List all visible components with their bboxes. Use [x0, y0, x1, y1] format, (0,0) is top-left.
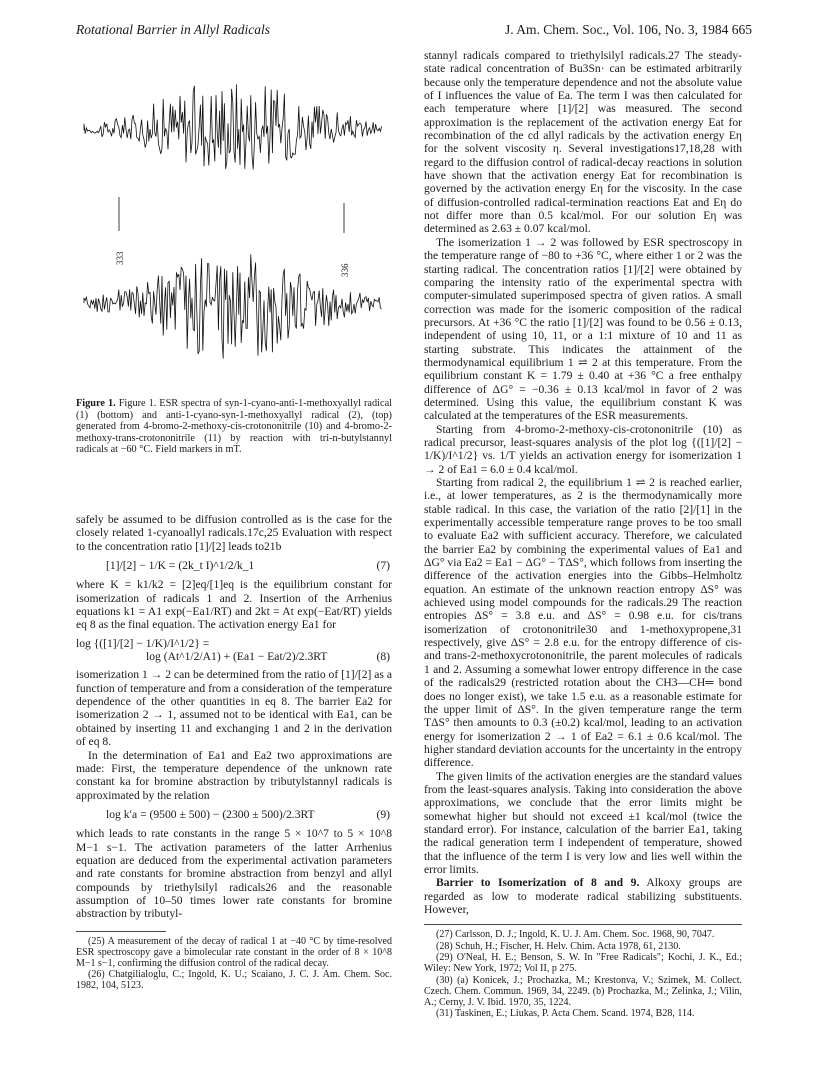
paragraph: In the determination of Ea1 and Ea2 two approximations are made: First, the temperature dependence of the unknown rate constant ka for bromine abstraction by tributylstannyl radicals is approximated by the relation — [76, 748, 392, 802]
footnote-30: (30) (a) Konicek, J.; Prochazka, M.; Krestonva, V.; Szimek, M. Collect. Czech. Chem. Commun. 1969, 34, 2249. (b) Prochazka, M.; Zelinka, J.; Vilin, A.; Cerny, J. V. Ibid. 1970, 35, 1224. — [424, 974, 742, 1009]
figure-1 — [76, 55, 392, 495]
running-title: Rotational Barrier in Allyl Radicals — [76, 22, 270, 37]
equation-9 — [76, 808, 392, 821]
equation-text: [1]/[2] − 1/K = (2k_t I)^1/2/k_1 — [106, 559, 255, 573]
paragraph: which leads to rate constants in the range 5 × 10^7 to 5 × 10^8 M−1 s−1. The activation parameters of the latter Arrhenius equation are deduced from the experimental activation parameters and rate constants for bromine abstraction from benzyl and allyl compounds by triethylsilyl radicals26 and the reasonable assumption of 10–50 times lower rate constants for bromine abstraction by tributyl- — [76, 827, 392, 921]
esr-spectrum-top — [84, 84, 382, 169]
footnote-25: (25) A measurement of the decay of radical 1 at −40 °C by time-resolved ESR spectroscopy gave a bimolecular rate constant in the order of 8 × 10^8 M−1 s−1, confirming the diffusion control of the radical decay. — [76, 935, 392, 970]
equation-number: (8) — [376, 650, 390, 664]
footnote-rule — [76, 931, 166, 932]
esr-spectra-image — [76, 55, 392, 385]
paragraph: The isomerization 1 → 2 was followed by ESR spectroscopy in the temperature range of −80 to +36 °C, where either 1 or 2 was the starting radical. The concentration ratios [1]/[2] were obtained by comparing the intensity ratio of the experimental spectra with computer-simulated superimposed spectra of given ratios. A small correction was made for the isomeric composition of the radical precursors. At +36 °C the ratio [1]/[2] was found to be 0.56 ± 0.13, independent of using 10, 11, or a 1:1 mixture of 10 and 11 as starting substrate. This indicates the attainment of the thermodynamical equilibrium 1 ⇌ 2 at this temperature. From the equilibrium constant K = 1.79 ± 0.40 at +36 °C a free enthalpy difference of ΔG° = −0.36 ± 0.13 kcal/mol in favor of 2 was determined. Using this value, the equilibrium constant K was calculated at the temperatures of the ESR measurements. — [424, 235, 742, 423]
paragraph: The given limits of the activation energies are the standard values from the least-squares analysis. Taking into consideration the above approximations, we conclude that the error limits might be somewhat higher but should not exceed ±1 kcal/mol (twice the standard error). For instance, calculation of the barrier Ea1, taking the radical generation term I independent of temperature, showed that the influence of the term I is very low and lies well within the error limits. — [424, 769, 742, 876]
footnote-29: (29) O'Neal, H. E.; Benson, S. W. In "Free Radicals"; Kochi, J. K., Ed.; Wiley: New York, 1972; Vol II, p 275. — [424, 951, 742, 975]
journal-citation: J. Am. Chem. Soc., Vol. 106, No. 3, 1984 665 — [505, 22, 753, 37]
figure-caption: Figure 1. Figure 1. ESR spectra of syn-1-cyano-anti-1-methoxyallyl radical (1) (bottom) and anti-1-cyano-syn-1-methoxyallyl radical (2), (top) generated from 4-bromo-2-methoxy-cis-crotononitrile (10) and 4-bromo-2-methoxy-trans-crotononitrile (11) by reaction with tri-n-butylstannyl radicals at −60 °C. Field markers in mT. — [76, 398, 392, 456]
equation-text: log {([1]/[2] − 1/K)/I^1/2} = — [76, 636, 210, 650]
footnote-27: (27) Carlsson, D. J.; Ingold, K. U. J. Am. Chem. Soc. 1968, 90, 7047. — [436, 929, 715, 941]
footnote-31: (31) Taskinen, E.; Liukas, P. Acta Chem. Scand. 1974, B28, 114. — [436, 1008, 695, 1020]
paragraph: isomerization 1 → 2 can be determined from the ratio of [1]/[2] as a function of temperature and from a consideration of the temperature dependence of the other quantities in eq 8. The barrier Ea2 for isomerization 2 → 1, assumed not to be identical with Ea1, can be obtained by inserting 11 and exchanging 1 and 2 in the derivation of eq 8. — [76, 668, 392, 749]
field-marker-right: 336 — [340, 263, 350, 277]
equation-number: (9) — [376, 807, 390, 821]
footnote-26: (26) Chatgilialoglu, C.; Ingold, K. U.; Scaiano, J. C. J. Am. Chem. Soc. 1982, 104, 5123. — [76, 969, 392, 992]
footnote-28: (28) Schuh, H.; Fischer, H. Helv. Chim. Acta 1978, 61, 2130. — [436, 940, 681, 952]
equation-text: log (At^1/2/A1) + (Ea1 − Eat/2)/2.3RT — [146, 650, 328, 664]
paragraph: safely be assumed to be diffusion controlled as is the case for the closely related 1-cyanoallyl radicals.17c,25 Evaluation with respect to the concentration ratio [1]/[2] leads to21b — [76, 513, 392, 553]
left-column — [76, 55, 392, 992]
paragraph: stannyl radicals compared to triethylsilyl radicals.27 The steady-state radical concentration of Bu3Sn· can be estimated arbitrarily because only the temperature dependence and not the absolute value of I influences the value of Ea. The term I was then calculated for each temperature where [1]/[2] was measured. The second approximation is the replacement of the activation energy Eat for recombination of the cd allyl radicals by the activation energy Eη for the solvent viscosity η. Several investigations17,18,28 with regard to the diffusion control of radical-decay reactions in solution have shown that the activation energy Eat for recombination is governed by the activation energy Eη for the viscosity. In the case of diffusion-controlled radical-termination reactions Eat and Eη do not differ more than 0.5 kcal/mol. For our solution Eη was determined as 2.63 ± 0.07 kcal/mol. — [424, 49, 742, 236]
equation-text: log k′a = (9500 ± 500) − (2300 ± 500)/2.3RT — [106, 807, 315, 821]
paragraph: where K = k1/k2 = [2]eq/[1]eq is the equilibrium constant for isomerization of radicals 1 and 2. Insertion of the Arrhenius equations k1 = A1 exp(−Ea1/RT) and 2kt = At exp(−Eat/RT) yields eq 8 as the final equation. The activation energy Ea1 for — [76, 578, 392, 632]
paragraph: Starting from radical 2, the equilibrium 1 ⇌ 2 is reached earlier, i.e., at lower temperatures, as 2 is the thermodynamically more stable radical. In this case, the variation of the ratio [2]/[1] in the experimentally accessible temperature range proves to be too small to evaluate Ea2 with sufficient accuracy. Therefore, we calculated the barrier Ea2 by combining the experimental values of Ea1 and ΔG° via Ea2 = Ea1 − ΔG° − TΔS°, which follows from inserting the difference of the activation energies into the Gibbs–Helmholtz equation. An estimate of the unknown reaction entropy ΔS° was achieved using model compounds for the radicals.29 The reaction entropies ΔS° = 3.8 e.u. and ΔS° = 0.98 e.u. for cis/trans isomerization of crotononitrile30 and 1-methoxypropene,31 respectively, give ΔS° = 2.8 e.u. for the entropy difference of cis- and trans-2-methoxycrotononitrile, the parent molecules of radicals 1 and 2. Assuming a somewhat lower entropy difference in the case of the radicals29 (restricted rotation about the CH3—CH═ bond does no longer exist), we take 1.5 e.u. as a reasonable estimate for the upper limit of ΔS°. In the given temperature range the term TΔS° then amounts to 0.3 (±0.2) kcal/mol, leading to an activation energy for isomerization 2 → 1 of Ea2 = 6.1 ± 0.6 kcal/mol. The higher standard deviation accounts for the uncertainty in the entropy difference. — [424, 476, 742, 770]
section-heading: Barrier to Isomerization of 8 and 9. — [436, 876, 640, 890]
paragraph-text: Alkoxy groups are regarded as low to moderate radical stabilizing substituents. However, — [424, 876, 742, 916]
esr-spectrum-bottom — [84, 251, 382, 358]
paragraph — [424, 876, 742, 916]
equation-number: (7) — [376, 559, 390, 573]
field-marker-left: 333 — [115, 251, 125, 265]
equation-8 — [76, 637, 392, 664]
paragraph: Starting from 4-bromo-2-methoxy-cis-crotononitrile (10) as radical precursor, least-squares analysis of the plot log {([1]/[2] − 1/K)/I^1/2} vs. 1/T yields an activation energy for isomerization 1 → 2 of Ea1 = 6.0 ± 0.4 kcal/mol. — [424, 422, 742, 476]
footnotes — [424, 924, 742, 1019]
equation-7 — [76, 559, 392, 572]
right-column — [424, 49, 742, 1020]
figure-caption-text: Figure 1. ESR spectra of syn-1-cyano-anti-1-methoxyallyl radical (1) (bottom) and anti-1-cyano-syn-1-methoxyallyl radical (2), (top) generated from 4-bromo-2-methoxy-cis-crotononitrile (10) and 4-bromo-2-methoxy-trans-crotononitrile (11) by reaction with tri-n-butylstannyl radicals at −60 °C. Field markers in mT. — [76, 398, 392, 456]
